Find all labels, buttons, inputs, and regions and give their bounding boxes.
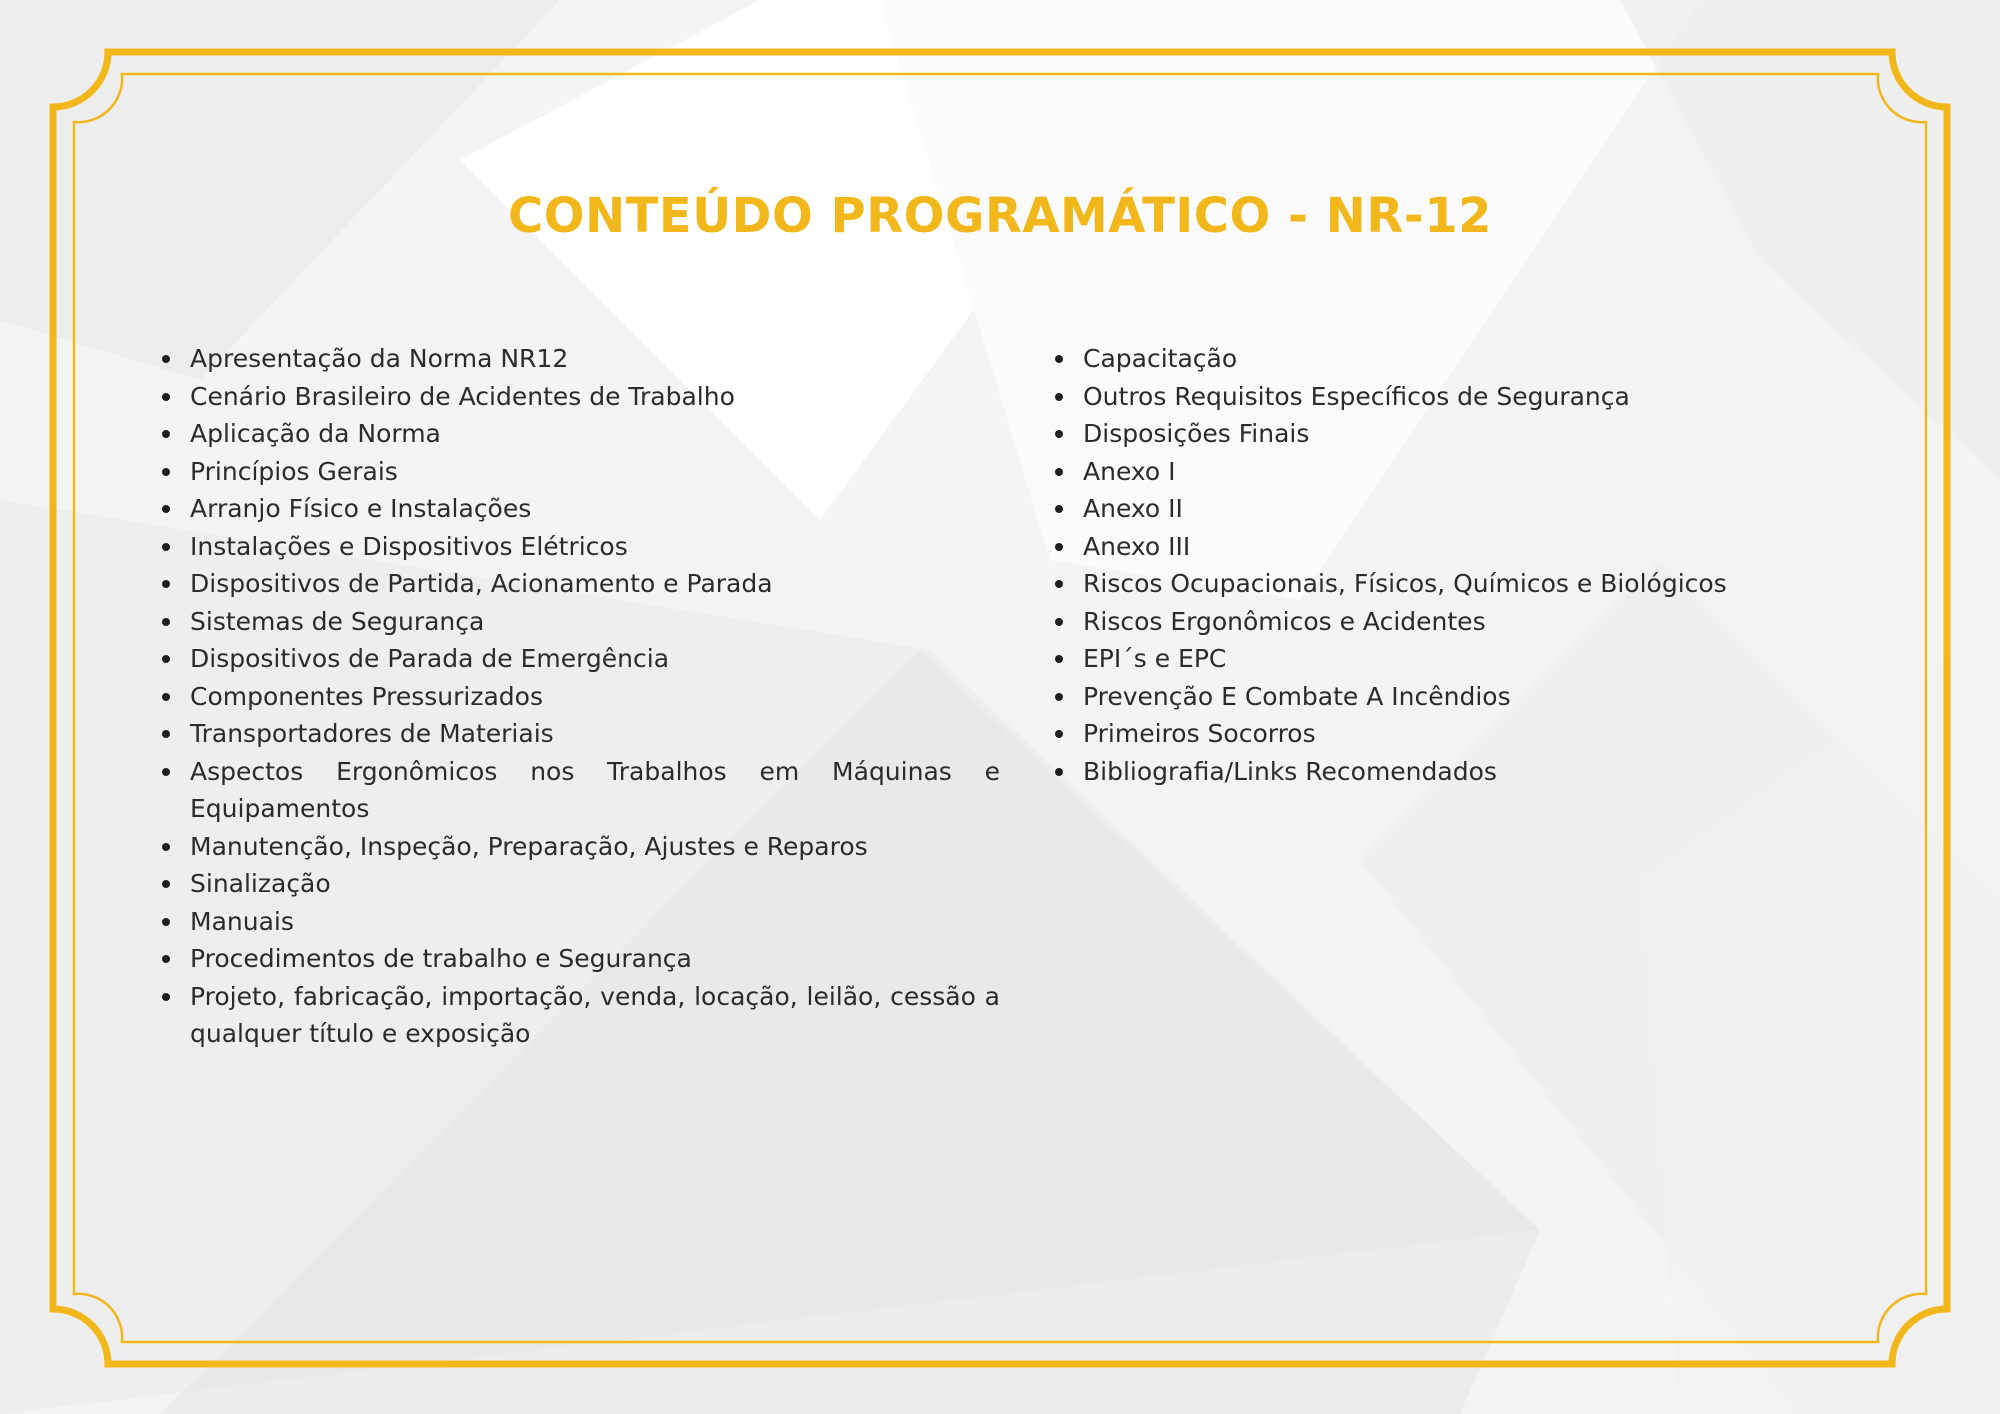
list-item: Dispositivos de Partida, Acionamento e Parada xyxy=(152,565,1000,603)
list-item: Primeiros Socorros xyxy=(1045,715,1845,753)
list-item: Capacitação xyxy=(1045,340,1845,378)
list-item: EPI´s e EPC xyxy=(1045,640,1845,678)
list-item: Riscos Ergonômicos e Acidentes xyxy=(1045,603,1845,641)
list-item: Aspectos Ergonômicos nos Trabalhos em Máquinas e Equipamentos xyxy=(152,753,1000,828)
list-item: Apresentação da Norma NR12 xyxy=(152,340,1000,378)
topic-list-right xyxy=(1045,340,1845,790)
list-item: Arranjo Físico e Instalações xyxy=(152,490,1000,528)
list-item: Manutenção, Inspeção, Preparação, Ajustes e Reparos xyxy=(152,828,1000,866)
topic-list-left xyxy=(152,340,1000,1053)
list-item: Procedimentos de trabalho e Segurança xyxy=(152,940,1000,978)
list-item: Instalações e Dispositivos Elétricos xyxy=(152,528,1000,566)
list-item: Disposições Finais xyxy=(1045,415,1845,453)
list-item: Sinalização xyxy=(152,865,1000,903)
list-item: Prevenção E Combate A Incêndios xyxy=(1045,678,1845,716)
list-item: Aplicação da Norma xyxy=(152,415,1000,453)
list-item: Sistemas de Segurança xyxy=(152,603,1000,641)
list-item: Anexo I xyxy=(1045,453,1845,491)
list-item: Princípios Gerais xyxy=(152,453,1000,491)
list-item: Dispositivos de Parada de Emergência xyxy=(152,640,1000,678)
list-item: Anexo II xyxy=(1045,490,1845,528)
list-item: Cenário Brasileiro de Acidentes de Trabalho xyxy=(152,378,1000,416)
list-item: Outros Requisitos Específicos de Segurança xyxy=(1045,378,1845,416)
list-item: Riscos Ocupacionais, Físicos, Químicos e Biológicos xyxy=(1045,565,1845,603)
list-item: Projeto, fabricação, importação, venda, locação, leilão, cessão a qualquer título e exposição xyxy=(152,978,1000,1053)
list-item: Anexo III xyxy=(1045,528,1845,566)
page-title: CONTEÚDO PROGRAMÁTICO - NR-12 xyxy=(507,188,1493,244)
list-item: Bibliografia/Links Recomendados xyxy=(1045,753,1845,791)
list-item: Componentes Pressurizados xyxy=(152,678,1000,716)
list-item: Transportadores de Materiais xyxy=(152,715,1000,753)
list-item: Manuais xyxy=(152,903,1000,941)
